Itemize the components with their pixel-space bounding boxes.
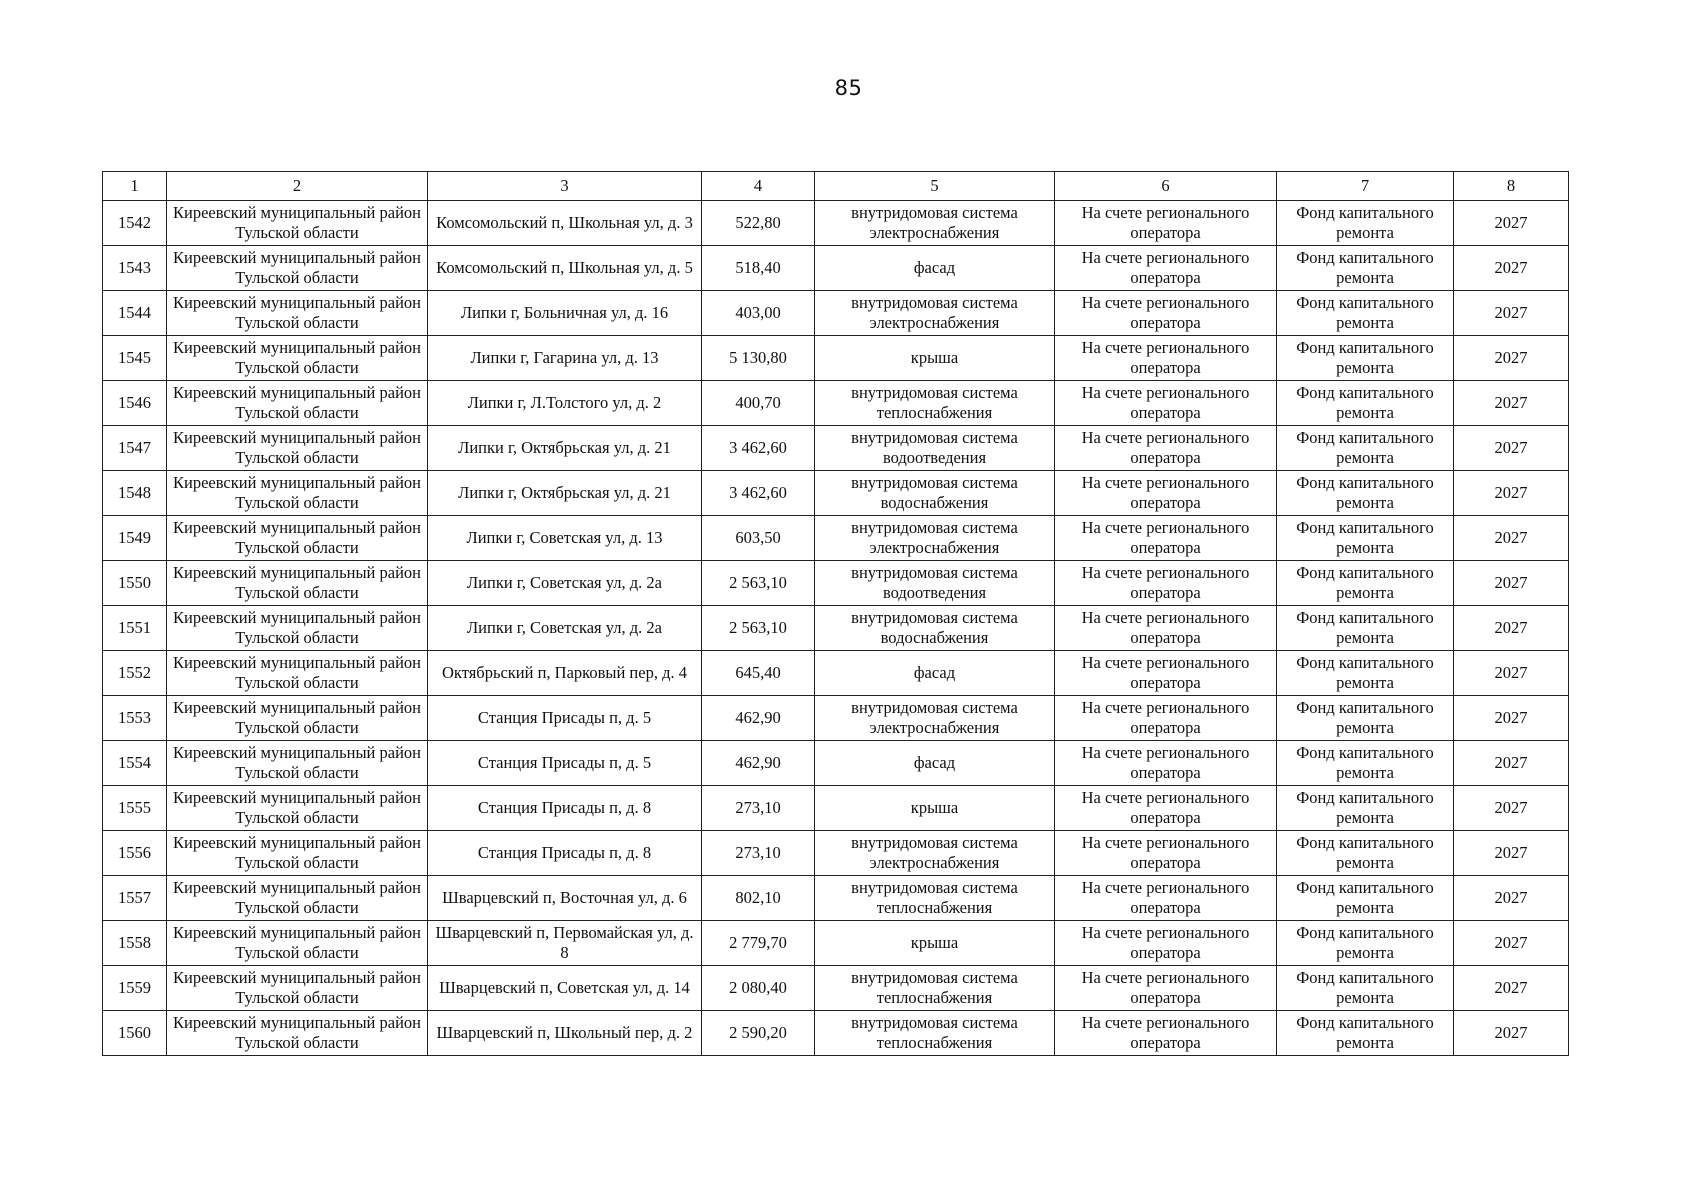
funding-source-cell: Фонд капитального ремонта bbox=[1277, 741, 1454, 786]
fund-method-cell: На счете регионального оператора bbox=[1055, 246, 1277, 291]
row-number-cell: 1551 bbox=[103, 606, 167, 651]
work-type-cell: внутридомовая система теплоснабжения bbox=[815, 966, 1055, 1011]
year-cell: 2027 bbox=[1454, 696, 1569, 741]
address-cell: Шварцевский п, Восточная ул, д. 6 bbox=[428, 876, 702, 921]
work-type-cell: крыша bbox=[815, 336, 1055, 381]
fund-method-cell: На счете регионального оператора bbox=[1055, 921, 1277, 966]
year-cell: 2027 bbox=[1454, 426, 1569, 471]
area-cell: 645,40 bbox=[702, 651, 815, 696]
table-row bbox=[103, 831, 1569, 876]
address-cell: Липки г, Советская ул, д. 2а bbox=[428, 561, 702, 606]
area-cell: 2 563,10 bbox=[702, 606, 815, 651]
municipality-cell: Киреевский муниципальный район Тульской области bbox=[167, 471, 428, 516]
address-cell: Липки г, Гагарина ул, д. 13 bbox=[428, 336, 702, 381]
year-cell: 2027 bbox=[1454, 516, 1569, 561]
year-cell: 2027 bbox=[1454, 921, 1569, 966]
work-type-cell: внутридомовая система водоснабжения bbox=[815, 606, 1055, 651]
work-type-cell: внутридомовая система теплоснабжения bbox=[815, 1011, 1055, 1056]
year-cell: 2027 bbox=[1454, 876, 1569, 921]
funding-source-cell: Фонд капитального ремонта bbox=[1277, 786, 1454, 831]
table-row bbox=[103, 516, 1569, 561]
address-cell: Станция Присады п, д. 5 bbox=[428, 696, 702, 741]
municipality-cell: Киреевский муниципальный район Тульской области bbox=[167, 786, 428, 831]
area-cell: 522,80 bbox=[702, 201, 815, 246]
funding-source-cell: Фонд капитального ремонта bbox=[1277, 561, 1454, 606]
row-number-cell: 1556 bbox=[103, 831, 167, 876]
column-header: 6 bbox=[1055, 172, 1277, 201]
row-number-cell: 1552 bbox=[103, 651, 167, 696]
table-row bbox=[103, 651, 1569, 696]
row-number-cell: 1548 bbox=[103, 471, 167, 516]
fund-method-cell: На счете регионального оператора bbox=[1055, 651, 1277, 696]
address-cell: Комсомольский п, Школьная ул, д. 5 bbox=[428, 246, 702, 291]
area-cell: 273,10 bbox=[702, 831, 815, 876]
municipality-cell: Киреевский муниципальный район Тульской области bbox=[167, 381, 428, 426]
year-cell: 2027 bbox=[1454, 561, 1569, 606]
row-number-cell: 1558 bbox=[103, 921, 167, 966]
row-number-cell: 1546 bbox=[103, 381, 167, 426]
column-header: 3 bbox=[428, 172, 702, 201]
area-cell: 518,40 bbox=[702, 246, 815, 291]
table-row bbox=[103, 1011, 1569, 1056]
area-cell: 5 130,80 bbox=[702, 336, 815, 381]
address-cell: Шварцевский п, Первомайская ул, д. 8 bbox=[428, 921, 702, 966]
year-cell: 2027 bbox=[1454, 1011, 1569, 1056]
funding-source-cell: Фонд капитального ремонта bbox=[1277, 381, 1454, 426]
table-row bbox=[103, 696, 1569, 741]
municipality-cell: Киреевский муниципальный район Тульской области bbox=[167, 831, 428, 876]
year-cell: 2027 bbox=[1454, 201, 1569, 246]
funding-source-cell: Фонд капитального ремонта bbox=[1277, 246, 1454, 291]
row-number-cell: 1554 bbox=[103, 741, 167, 786]
year-cell: 2027 bbox=[1454, 651, 1569, 696]
work-type-cell: внутридомовая система электроснабжения bbox=[815, 831, 1055, 876]
funding-source-cell: Фонд капитального ремонта bbox=[1277, 921, 1454, 966]
header-row bbox=[103, 172, 1569, 201]
area-cell: 273,10 bbox=[702, 786, 815, 831]
work-type-cell: фасад bbox=[815, 246, 1055, 291]
municipality-cell: Киреевский муниципальный район Тульской области bbox=[167, 966, 428, 1011]
work-type-cell: внутридомовая система электроснабжения bbox=[815, 291, 1055, 336]
funding-source-cell: Фонд капитального ремонта bbox=[1277, 1011, 1454, 1056]
year-cell: 2027 bbox=[1454, 831, 1569, 876]
repair-register-table bbox=[102, 171, 1569, 1056]
address-cell: Липки г, Больничная ул, д. 16 bbox=[428, 291, 702, 336]
year-cell: 2027 bbox=[1454, 471, 1569, 516]
municipality-cell: Киреевский муниципальный район Тульской области bbox=[167, 426, 428, 471]
funding-source-cell: Фонд капитального ремонта bbox=[1277, 606, 1454, 651]
area-cell: 403,00 bbox=[702, 291, 815, 336]
fund-method-cell: На счете регионального оператора bbox=[1055, 336, 1277, 381]
area-cell: 603,50 bbox=[702, 516, 815, 561]
fund-method-cell: На счете регионального оператора bbox=[1055, 291, 1277, 336]
municipality-cell: Киреевский муниципальный район Тульской области bbox=[167, 651, 428, 696]
area-cell: 2 563,10 bbox=[702, 561, 815, 606]
column-header: 7 bbox=[1277, 172, 1454, 201]
fund-method-cell: На счете регионального оператора bbox=[1055, 966, 1277, 1011]
work-type-cell: внутридомовая система электроснабжения bbox=[815, 201, 1055, 246]
funding-source-cell: Фонд капитального ремонта bbox=[1277, 876, 1454, 921]
table-row bbox=[103, 246, 1569, 291]
table-row bbox=[103, 741, 1569, 786]
year-cell: 2027 bbox=[1454, 966, 1569, 1011]
municipality-cell: Киреевский муниципальный район Тульской области bbox=[167, 246, 428, 291]
municipality-cell: Киреевский муниципальный район Тульской области bbox=[167, 741, 428, 786]
fund-method-cell: На счете регионального оператора bbox=[1055, 471, 1277, 516]
area-cell: 462,90 bbox=[702, 741, 815, 786]
funding-source-cell: Фонд капитального ремонта bbox=[1277, 831, 1454, 876]
area-cell: 802,10 bbox=[702, 876, 815, 921]
area-cell: 2 779,70 bbox=[702, 921, 815, 966]
table-row bbox=[103, 291, 1569, 336]
row-number-cell: 1549 bbox=[103, 516, 167, 561]
work-type-cell: крыша bbox=[815, 786, 1055, 831]
municipality-cell: Киреевский муниципальный район Тульской области bbox=[167, 921, 428, 966]
row-number-cell: 1550 bbox=[103, 561, 167, 606]
address-cell: Станция Присады п, д. 5 bbox=[428, 741, 702, 786]
year-cell: 2027 bbox=[1454, 336, 1569, 381]
municipality-cell: Киреевский муниципальный район Тульской области bbox=[167, 876, 428, 921]
municipality-cell: Киреевский муниципальный район Тульской области bbox=[167, 336, 428, 381]
work-type-cell: фасад bbox=[815, 651, 1055, 696]
column-header: 4 bbox=[702, 172, 815, 201]
row-number-cell: 1543 bbox=[103, 246, 167, 291]
table-row bbox=[103, 921, 1569, 966]
table-row bbox=[103, 471, 1569, 516]
table-row bbox=[103, 786, 1569, 831]
year-cell: 2027 bbox=[1454, 291, 1569, 336]
column-header: 8 bbox=[1454, 172, 1569, 201]
address-cell: Станция Присады п, д. 8 bbox=[428, 786, 702, 831]
row-number-cell: 1545 bbox=[103, 336, 167, 381]
work-type-cell: внутридомовая система водоотведения bbox=[815, 426, 1055, 471]
area-cell: 400,70 bbox=[702, 381, 815, 426]
page-number: 85 bbox=[834, 76, 863, 100]
area-cell: 2 080,40 bbox=[702, 966, 815, 1011]
address-cell: Октябрьский п, Парковый пер, д. 4 bbox=[428, 651, 702, 696]
area-cell: 3 462,60 bbox=[702, 471, 815, 516]
address-cell: Липки г, Советская ул, д. 13 bbox=[428, 516, 702, 561]
fund-method-cell: На счете регионального оператора bbox=[1055, 426, 1277, 471]
work-type-cell: внутридомовая система электроснабжения bbox=[815, 516, 1055, 561]
address-cell: Липки г, Октябрьская ул, д. 21 bbox=[428, 471, 702, 516]
fund-method-cell: На счете регионального оператора bbox=[1055, 876, 1277, 921]
work-type-cell: крыша bbox=[815, 921, 1055, 966]
row-number-cell: 1557 bbox=[103, 876, 167, 921]
address-cell: Комсомольский п, Школьная ул, д. 3 bbox=[428, 201, 702, 246]
fund-method-cell: На счете регионального оператора bbox=[1055, 786, 1277, 831]
row-number-cell: 1553 bbox=[103, 696, 167, 741]
fund-method-cell: На счете регионального оператора bbox=[1055, 516, 1277, 561]
funding-source-cell: Фонд капитального ремонта bbox=[1277, 516, 1454, 561]
municipality-cell: Киреевский муниципальный район Тульской области bbox=[167, 696, 428, 741]
address-cell: Липки г, Л.Толстого ул, д. 2 bbox=[428, 381, 702, 426]
area-cell: 2 590,20 bbox=[702, 1011, 815, 1056]
fund-method-cell: На счете регионального оператора bbox=[1055, 696, 1277, 741]
table-row bbox=[103, 606, 1569, 651]
address-cell: Липки г, Октябрьская ул, д. 21 bbox=[428, 426, 702, 471]
column-header: 2 bbox=[167, 172, 428, 201]
funding-source-cell: Фонд капитального ремонта bbox=[1277, 426, 1454, 471]
row-number-cell: 1542 bbox=[103, 201, 167, 246]
municipality-cell: Киреевский муниципальный район Тульской области bbox=[167, 561, 428, 606]
address-cell: Станция Присады п, д. 8 bbox=[428, 831, 702, 876]
column-header: 5 bbox=[815, 172, 1055, 201]
fund-method-cell: На счете регионального оператора bbox=[1055, 201, 1277, 246]
address-cell: Липки г, Советская ул, д. 2а bbox=[428, 606, 702, 651]
municipality-cell: Киреевский муниципальный район Тульской области bbox=[167, 201, 428, 246]
year-cell: 2027 bbox=[1454, 606, 1569, 651]
municipality-cell: Киреевский муниципальный район Тульской области bbox=[167, 291, 428, 336]
fund-method-cell: На счете регионального оператора bbox=[1055, 561, 1277, 606]
table-row bbox=[103, 336, 1569, 381]
municipality-cell: Киреевский муниципальный район Тульской области bbox=[167, 516, 428, 561]
work-type-cell: внутридомовая система водоотведения bbox=[815, 561, 1055, 606]
fund-method-cell: На счете регионального оператора bbox=[1055, 1011, 1277, 1056]
funding-source-cell: Фонд капитального ремонта bbox=[1277, 651, 1454, 696]
column-header: 1 bbox=[103, 172, 167, 201]
table-row bbox=[103, 381, 1569, 426]
funding-source-cell: Фонд капитального ремонта bbox=[1277, 471, 1454, 516]
row-number-cell: 1555 bbox=[103, 786, 167, 831]
table-body bbox=[103, 201, 1569, 1056]
municipality-cell: Киреевский муниципальный район Тульской области bbox=[167, 606, 428, 651]
funding-source-cell: Фонд капитального ремонта bbox=[1277, 336, 1454, 381]
funding-source-cell: Фонд капитального ремонта bbox=[1277, 696, 1454, 741]
work-type-cell: фасад bbox=[815, 741, 1055, 786]
address-cell: Шварцевский п, Школьный пер, д. 2 bbox=[428, 1011, 702, 1056]
year-cell: 2027 bbox=[1454, 786, 1569, 831]
work-type-cell: внутридомовая система электроснабжения bbox=[815, 696, 1055, 741]
work-type-cell: внутридомовая система теплоснабжения bbox=[815, 876, 1055, 921]
year-cell: 2027 bbox=[1454, 381, 1569, 426]
fund-method-cell: На счете регионального оператора bbox=[1055, 831, 1277, 876]
fund-method-cell: На счете регионального оператора bbox=[1055, 606, 1277, 651]
table-row bbox=[103, 201, 1569, 246]
table-row bbox=[103, 876, 1569, 921]
area-cell: 3 462,60 bbox=[702, 426, 815, 471]
table-row bbox=[103, 966, 1569, 1011]
row-number-cell: 1560 bbox=[103, 1011, 167, 1056]
row-number-cell: 1544 bbox=[103, 291, 167, 336]
funding-source-cell: Фонд капитального ремонта bbox=[1277, 291, 1454, 336]
area-cell: 462,90 bbox=[702, 696, 815, 741]
table-row bbox=[103, 561, 1569, 606]
row-number-cell: 1559 bbox=[103, 966, 167, 1011]
funding-source-cell: Фонд капитального ремонта bbox=[1277, 966, 1454, 1011]
row-number-cell: 1547 bbox=[103, 426, 167, 471]
table-row bbox=[103, 426, 1569, 471]
fund-method-cell: На счете регионального оператора bbox=[1055, 741, 1277, 786]
year-cell: 2027 bbox=[1454, 246, 1569, 291]
fund-method-cell: На счете регионального оператора bbox=[1055, 381, 1277, 426]
work-type-cell: внутридомовая система водоснабжения bbox=[815, 471, 1055, 516]
work-type-cell: внутридомовая система теплоснабжения bbox=[815, 381, 1055, 426]
address-cell: Шварцевский п, Советская ул, д. 14 bbox=[428, 966, 702, 1011]
funding-source-cell: Фонд капитального ремонта bbox=[1277, 201, 1454, 246]
year-cell: 2027 bbox=[1454, 741, 1569, 786]
municipality-cell: Киреевский муниципальный район Тульской области bbox=[167, 1011, 428, 1056]
